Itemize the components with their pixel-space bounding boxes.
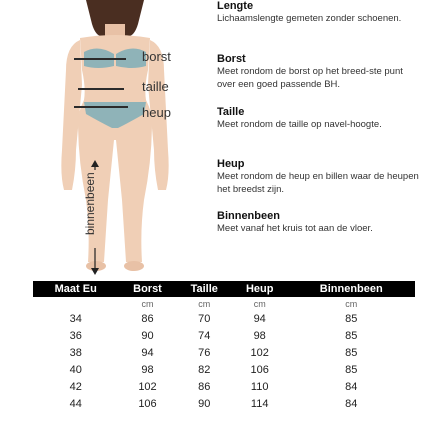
table-cell: 38 — [69, 346, 82, 359]
header-maat-eu: Maat Eu — [33, 281, 118, 297]
desc-binnenbeen — [217, 210, 422, 236]
desc-title: Heup — [217, 158, 245, 170]
table-cell: 86 — [141, 312, 154, 325]
table-cell: 84 — [345, 397, 358, 410]
unit-cell: cm — [141, 298, 154, 309]
table-cell: 85 — [345, 346, 358, 359]
table-cell: 106 — [250, 363, 269, 376]
unit-cell: cm — [345, 298, 358, 309]
header-borst: Borst — [118, 281, 176, 297]
table-row — [33, 361, 415, 378]
table-cell: 85 — [345, 312, 358, 325]
table-cell: 98 — [141, 363, 154, 376]
unit-cell: cm — [198, 298, 211, 309]
table-cell: 85 — [345, 363, 358, 376]
table-cell: 42 — [69, 380, 82, 393]
unit-cell: cm — [253, 298, 266, 309]
desc-heup — [217, 158, 422, 196]
table-cell: 84 — [345, 380, 358, 393]
size-table — [33, 281, 415, 412]
table-cell: 106 — [138, 397, 157, 410]
label-borst: borst — [142, 49, 171, 64]
table-cell: 102 — [138, 380, 157, 393]
unit-cell — [33, 297, 118, 310]
table-row — [33, 327, 415, 344]
table-header-row — [33, 281, 415, 297]
body-figure-illustration — [40, 0, 190, 275]
desc-borst — [217, 53, 422, 91]
header-taille: Taille — [177, 281, 232, 297]
label-binnenbeen: binnenbeen — [83, 172, 97, 235]
header-binnenbeen: Binnenbeen — [288, 281, 415, 297]
table-cell: 82 — [198, 363, 211, 376]
table-row — [33, 344, 415, 361]
desc-taille — [217, 106, 422, 132]
desc-title: Taille — [217, 106, 245, 118]
table-cell: 94 — [141, 346, 154, 359]
units-row — [33, 297, 415, 310]
desc-text: Meet rondom de heup en billen waar de heupen het breedst zijn. — [217, 171, 419, 195]
table-cell: 74 — [198, 329, 211, 342]
table-cell: 102 — [250, 346, 269, 359]
desc-title: Lengte — [217, 0, 254, 12]
waist-measure-line — [78, 88, 124, 90]
table-cell: 114 — [250, 397, 269, 410]
desc-title: Borst — [217, 53, 246, 65]
table-cell: 90 — [198, 397, 211, 410]
table-cell: 44 — [69, 397, 82, 410]
table-row — [33, 378, 415, 395]
desc-text: Meet rondom de borst op het breed-ste punt over een goed passende BH. — [217, 66, 403, 90]
desc-title: Binnenbeen — [217, 210, 280, 222]
label-heup: heup — [142, 105, 171, 120]
table-cell: 85 — [345, 329, 358, 342]
desc-text: Meet vanaf het kruis tot aan de vloer. — [217, 223, 373, 234]
table-cell: 36 — [69, 329, 82, 342]
header-heup: Heup — [232, 281, 288, 297]
table-cell: 90 — [141, 329, 154, 342]
table-cell: 98 — [253, 329, 266, 342]
table-cell: 86 — [198, 380, 211, 393]
table-cell: 34 — [69, 312, 82, 325]
table-cell: 76 — [198, 346, 211, 359]
table-cell: 110 — [250, 380, 269, 393]
desc-text: Lichaamslengte gemeten zonder schoenen. — [217, 13, 402, 24]
desc-lengte — [217, 0, 422, 26]
table-cell: 70 — [198, 312, 211, 325]
label-taille: taille — [142, 79, 169, 94]
chest-measure-line — [74, 58, 126, 60]
hip-measure-line — [74, 106, 128, 108]
desc-text: Meet rondom de taille op navel-hoogte. — [217, 119, 382, 130]
table-cell: 94 — [253, 312, 266, 325]
table-row — [33, 310, 415, 327]
table-row — [33, 395, 415, 412]
table-cell: 40 — [69, 363, 82, 376]
